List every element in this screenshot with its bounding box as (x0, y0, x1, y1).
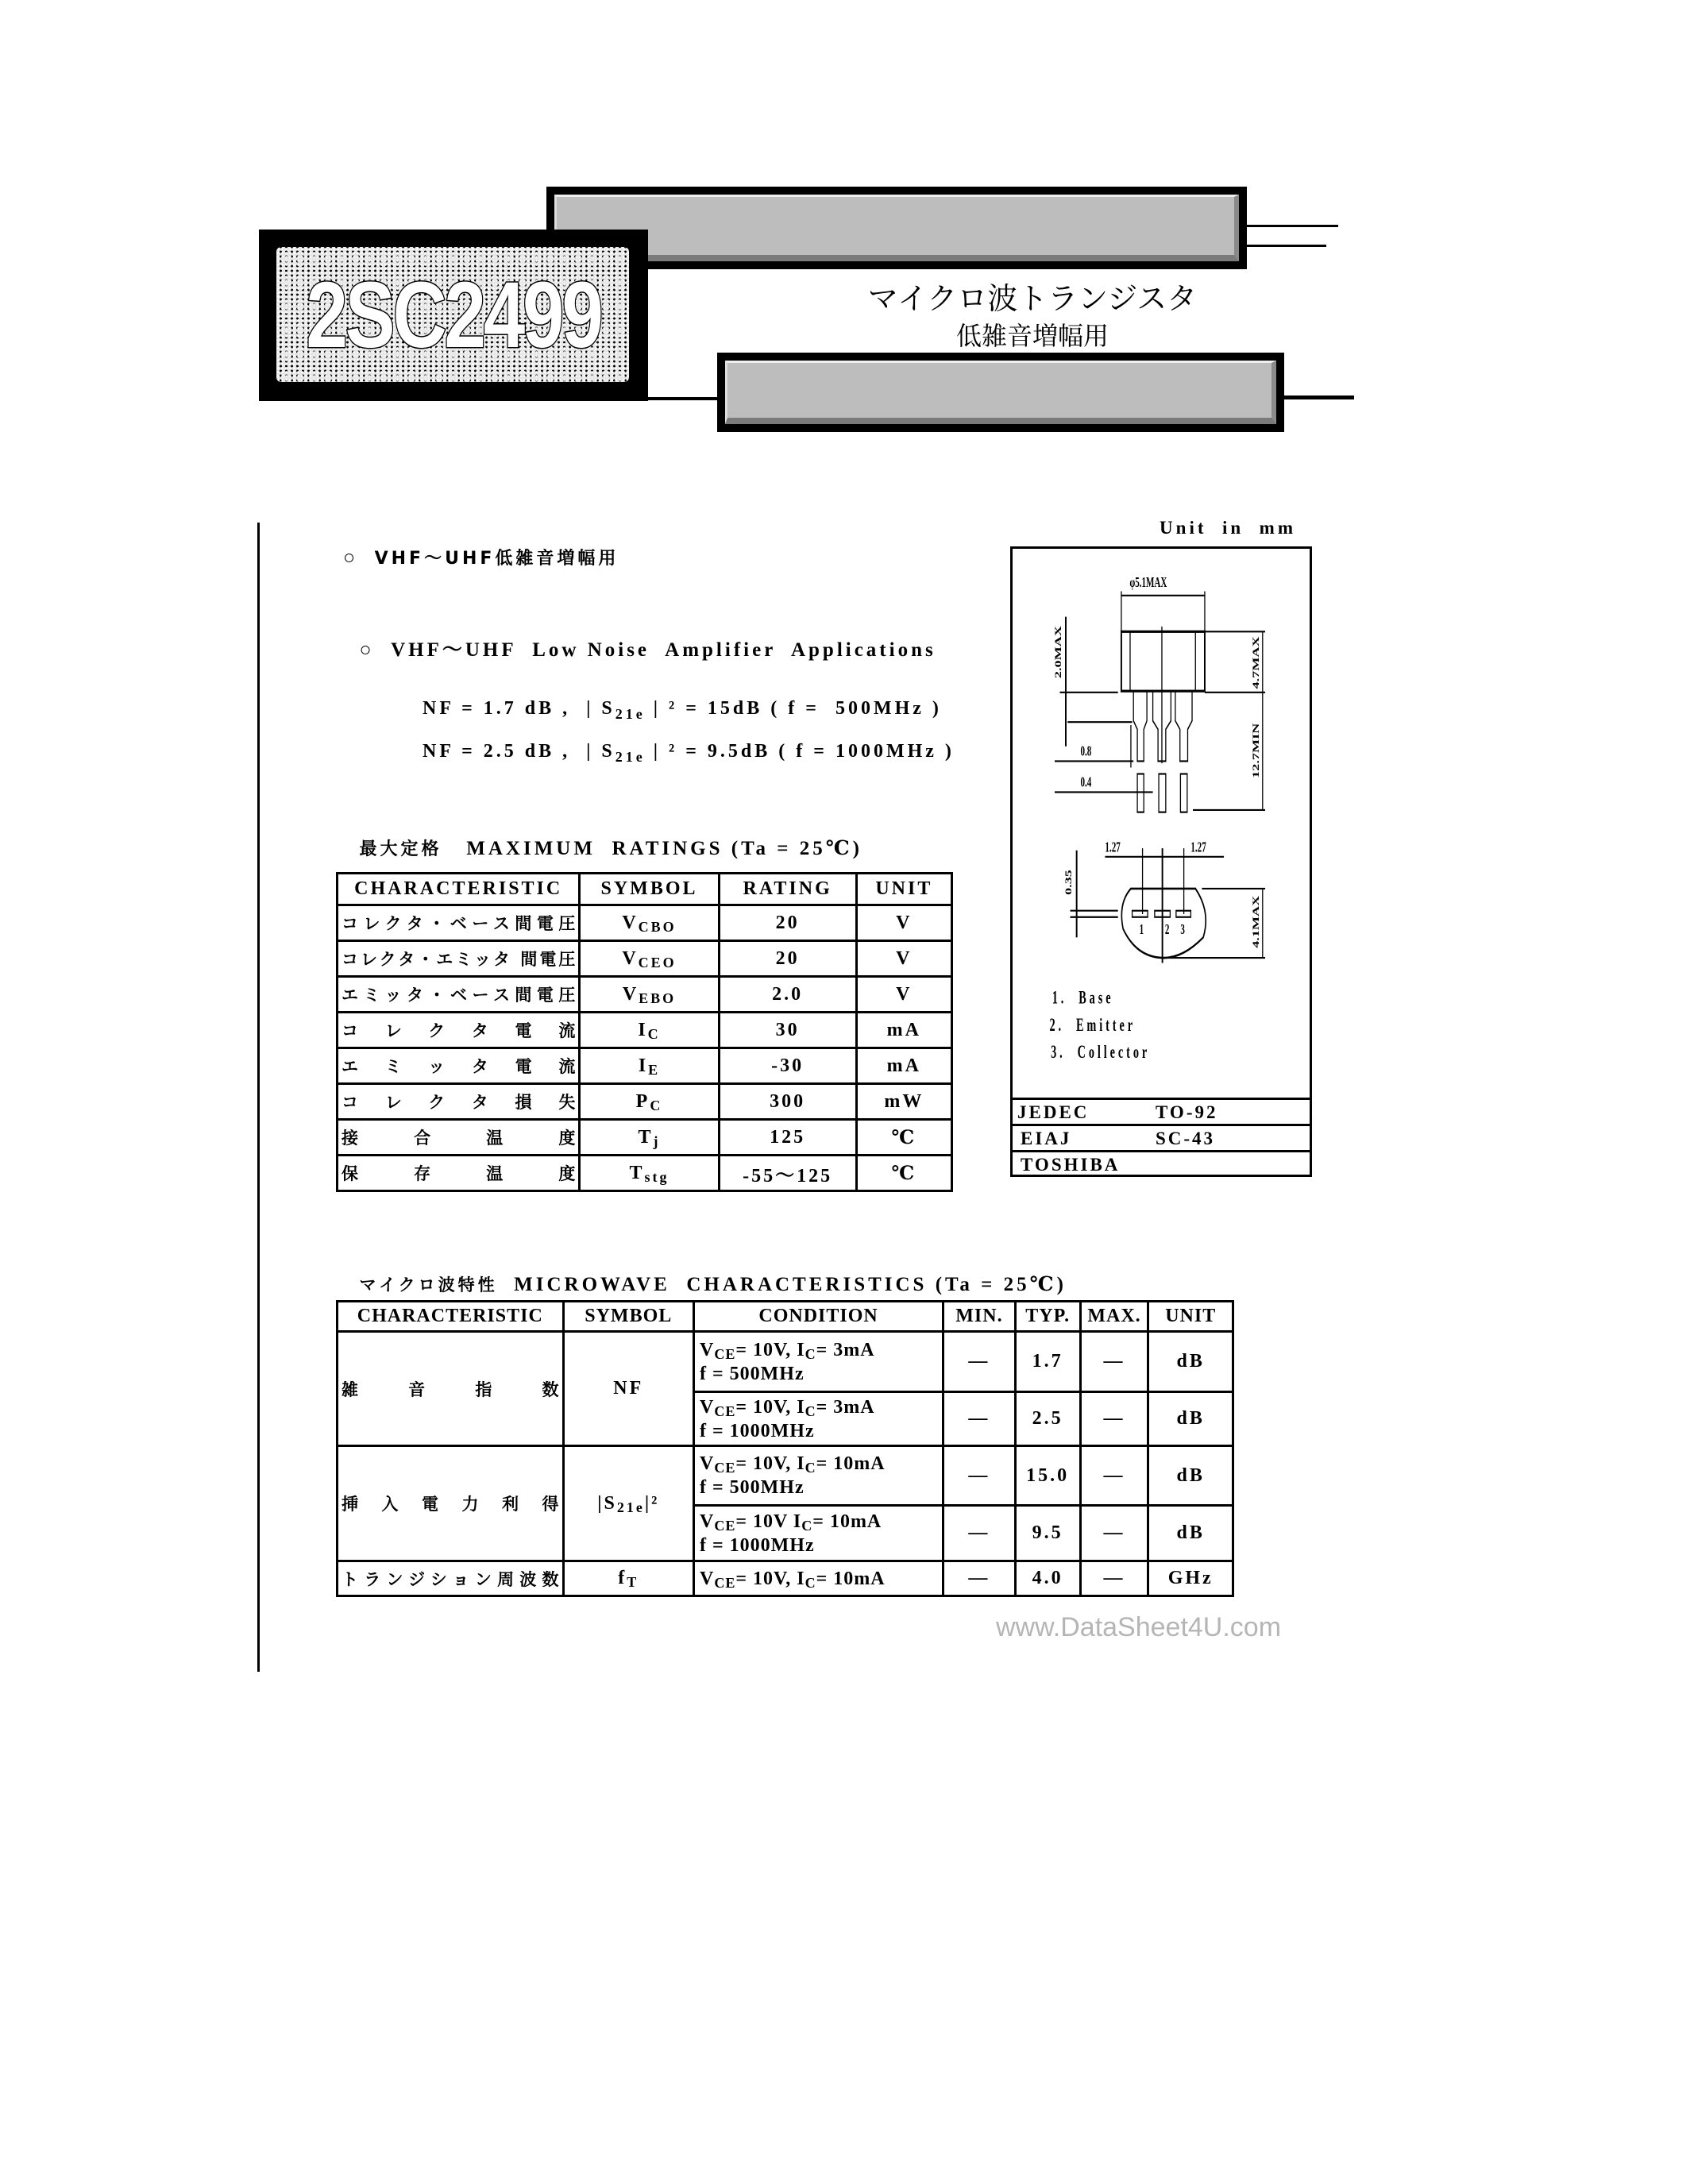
characteristic-cell: エミッタ・ベース間電圧 (338, 977, 580, 1013)
symbol-cell (580, 1048, 719, 1084)
package-drawing (1013, 549, 1310, 1097)
characteristic-cell: 雑音指数 (338, 1332, 564, 1446)
pin-legend-base: 1. Base (1052, 987, 1114, 1009)
symbol-subscript: EBO (639, 990, 677, 1006)
max-ratings-heading: 最大定格 MAXIMUM RATINGS (Ta = 25℃) (359, 838, 862, 859)
column-header: CHARACTERISTIC (338, 874, 580, 905)
application-jp: ○ VHF～UHF低雑音増幅用 (343, 547, 619, 569)
min-cell: — (943, 1392, 1016, 1446)
condition-part: = 10mA (816, 1568, 886, 1589)
min-cell: — (943, 1446, 1016, 1506)
dim-lead-thickness: 0.4 (1080, 775, 1092, 791)
condition-part: V (699, 1396, 715, 1418)
dim-pitch-right: 1.27 (1190, 839, 1206, 856)
package-outline-box (1010, 546, 1312, 1177)
symbol-main: P (635, 1090, 650, 1112)
table-row (338, 1561, 1233, 1596)
divider (1284, 396, 1354, 399)
condition-part: C (805, 1460, 816, 1476)
symbol-cell (580, 1084, 719, 1120)
application-en: ○ VHF～UHF Low Noise Amplifier Applications (359, 639, 936, 661)
watermark: www.DataSheet4U.com (996, 1612, 1282, 1642)
symbol-subscript: E (648, 1061, 661, 1078)
table-row (338, 905, 952, 941)
characteristic-cell: コレクタ・ベース間電圧 (338, 905, 580, 941)
header-banner-bottom (717, 353, 1284, 432)
max-cell: — (1080, 1392, 1148, 1446)
part-number-logo (259, 230, 648, 401)
dim-body-height: 4.7MAX (1252, 636, 1261, 689)
table-row (338, 1084, 952, 1120)
typ-cell: 4.0 (1015, 1561, 1080, 1596)
symbol-cell (563, 1446, 693, 1561)
rating-cell: -30 (719, 1048, 856, 1084)
symbol-suffix: |² (644, 1492, 660, 1514)
condition-frequency: f = 1000MHz (699, 1420, 815, 1441)
condition-part: CE (714, 1517, 736, 1534)
typ-cell: 15.0 (1015, 1446, 1080, 1506)
characteristic-cell: コレクタ・エミッタ 間電圧 (338, 941, 580, 977)
unit-cell: ℃ (856, 1120, 951, 1156)
pin-legend-collector: 3. Collector (1051, 1042, 1151, 1063)
dim-lead-length: 12.7MIN (1252, 723, 1261, 778)
pin-number-3: 3 (1180, 922, 1185, 938)
feature-line-1: NF = 1.7 dB , | $S_{21e}$ | ² = 15dB ( f = 500MHz ) (423, 698, 942, 722)
unit-cell: dB (1148, 1446, 1233, 1506)
condition-line (700, 1452, 937, 1476)
unit-cell: V (856, 941, 951, 977)
condition-part: = 10V I (735, 1511, 802, 1532)
column-header: CONDITION (693, 1302, 943, 1332)
condition-part: = 10V, I (735, 1396, 805, 1418)
table-header-row (338, 874, 952, 905)
rating-cell: 30 (719, 1013, 856, 1048)
column-header: CHARACTERISTIC (338, 1302, 564, 1332)
symbol-cell (580, 941, 719, 977)
title-jp: マイクロ波トランジスタ (867, 281, 1198, 316)
condition-line (700, 1338, 937, 1362)
condition-part: V (699, 1339, 715, 1360)
condition-part: = 3mA (816, 1339, 875, 1360)
rating-cell: 125 (719, 1120, 856, 1156)
symbol-cell (580, 1120, 719, 1156)
symbol-cell (580, 977, 719, 1013)
rating-cell: 300 (719, 1084, 856, 1120)
typ-cell: 9.5 (1015, 1506, 1080, 1561)
table-row (338, 977, 952, 1013)
header-banner-top (546, 187, 1247, 269)
max-cell: — (1080, 1506, 1148, 1561)
left-margin-rule (257, 523, 260, 1672)
column-header: SYMBOL (580, 874, 719, 905)
standard-row-jedec: JEDEC TO-92 (1013, 1098, 1310, 1126)
characteristic-cell: 挿入電力利得 (338, 1446, 564, 1561)
condition-part: = 10V, I (735, 1568, 805, 1589)
condition-part: = 10V, I (735, 1453, 805, 1474)
pin-legend-emitter: 2. Emitter (1049, 1015, 1136, 1036)
symbol-cell (563, 1561, 693, 1596)
max-ratings-table (336, 872, 953, 1192)
typ-cell: 1.7 (1015, 1332, 1080, 1392)
dim-pitch-left: 1.27 (1105, 839, 1121, 856)
microwave-heading: マイクロ波特性 MICROWAVE CHARACTERISTICS (Ta = 25℃) (359, 1274, 1067, 1295)
subtitle-jp: 低雑音増幅用 (955, 321, 1109, 351)
condition-part: C (801, 1517, 813, 1534)
unit-cell: V (856, 977, 951, 1013)
table-row (338, 1048, 952, 1084)
part-number: 2SC2499 (306, 263, 601, 368)
characteristic-cell: トランジション周波数 (338, 1561, 564, 1596)
column-header: MAX. (1080, 1302, 1148, 1332)
max-cell: — (1080, 1561, 1148, 1596)
dim-body-depth: 4.1MAX (1252, 895, 1261, 948)
condition-part: C (805, 1574, 816, 1591)
column-header: TYP. (1015, 1302, 1080, 1332)
divider (1247, 245, 1326, 247)
column-header: UNIT (1148, 1302, 1233, 1332)
symbol-main: NF (613, 1378, 644, 1399)
table-row (338, 1156, 952, 1191)
table-header-row (338, 1302, 1233, 1332)
standard-row-toshiba: TOSHIBA (1013, 1150, 1310, 1179)
condition-part: CE (714, 1345, 736, 1362)
symbol-main: V (622, 983, 639, 1005)
column-header: UNIT (856, 874, 951, 905)
divider (648, 397, 720, 400)
condition-part: C (805, 1403, 816, 1419)
unit-cell: mW (856, 1084, 951, 1120)
dim-lead-width: 0.8 (1080, 743, 1092, 760)
standard-row-eiaj: EIAJ SC-43 (1013, 1124, 1310, 1152)
pin-number-2: 2 (1164, 922, 1170, 938)
symbol-subscript: j (653, 1133, 661, 1149)
characteristic-cell: コレクタ損失 (338, 1084, 580, 1120)
min-cell: — (943, 1561, 1016, 1596)
table-row (338, 941, 952, 977)
symbol-main: T (638, 1126, 654, 1148)
symbol-subscript: T (627, 1574, 639, 1590)
condition-frequency: f = 1000MHz (699, 1534, 815, 1556)
condition-cell (693, 1561, 943, 1596)
condition-line (700, 1510, 937, 1534)
condition-part: = 10mA (812, 1511, 882, 1532)
symbol-main: V (622, 947, 639, 969)
symbol-subscript: CBO (638, 918, 677, 935)
condition-part: = 10mA (816, 1453, 886, 1474)
symbol-main: I (638, 1055, 649, 1076)
condition-part: CE (714, 1403, 736, 1419)
condition-part: CE (714, 1574, 736, 1591)
symbol-subscript: stg (644, 1168, 669, 1185)
typ-cell: 2.5 (1015, 1392, 1080, 1446)
condition-part: C (805, 1345, 816, 1362)
symbol-subscript: CEO (638, 954, 677, 970)
rating-cell: 2.0 (719, 977, 856, 1013)
characteristic-cell: 接合温度 (338, 1120, 580, 1156)
symbol-main: I (638, 1019, 648, 1040)
pin-number-1: 1 (1139, 922, 1144, 938)
symbol-main: V (622, 912, 639, 933)
max-cell: — (1080, 1332, 1148, 1392)
condition-line (700, 1567, 937, 1591)
min-cell: — (943, 1332, 1016, 1392)
table-row (338, 1013, 952, 1048)
unit-label: Unit in mm (1160, 518, 1296, 538)
unit-cell: mA (856, 1048, 951, 1084)
divider (1247, 225, 1338, 227)
unit-cell: mA (856, 1013, 951, 1048)
symbol-cell (580, 1013, 719, 1048)
condition-part: CE (714, 1460, 736, 1476)
microwave-characteristics-table (336, 1300, 1234, 1597)
condition-cell (693, 1506, 943, 1561)
min-cell: — (943, 1506, 1016, 1561)
condition-part: V (699, 1568, 715, 1589)
table-row (338, 1446, 1233, 1506)
symbol-cell (580, 905, 719, 941)
rating-cell: 20 (719, 905, 856, 941)
dim-diameter: φ5.1MAX (1129, 575, 1167, 591)
condition-part: V (699, 1453, 715, 1474)
condition-frequency: f = 500MHz (699, 1477, 805, 1498)
condition-part: V (699, 1511, 715, 1532)
condition-cell (693, 1332, 943, 1392)
symbol-subscript: 21e (616, 1499, 645, 1515)
rating-cell: -55～125 (719, 1156, 856, 1191)
column-header: RATING (719, 874, 856, 905)
condition-cell (693, 1392, 943, 1446)
symbol-cell (580, 1156, 719, 1191)
max-cell: — (1080, 1446, 1148, 1506)
table-row (338, 1332, 1233, 1392)
unit-cell: GHz (1148, 1561, 1233, 1596)
symbol-main: |S (597, 1492, 617, 1514)
symbol-subscript: C (647, 1025, 661, 1042)
condition-part: = 3mA (816, 1396, 875, 1418)
column-header: MIN. (943, 1302, 1016, 1332)
characteristic-cell: エミッタ電流 (338, 1048, 580, 1084)
symbol-cell (563, 1332, 693, 1446)
table-row (338, 1120, 952, 1156)
unit-cell: V (856, 905, 951, 941)
column-header: SYMBOL (563, 1302, 693, 1332)
symbol-main: T (629, 1162, 645, 1183)
symbol-main: f (618, 1568, 627, 1588)
condition-cell (693, 1446, 943, 1506)
unit-cell: dB (1148, 1506, 1233, 1561)
characteristic-cell: コレクタ電流 (338, 1013, 580, 1048)
dim-pad-thickness: 0.35 (1064, 870, 1075, 895)
condition-line (700, 1395, 937, 1419)
unit-cell: dB (1148, 1332, 1233, 1392)
dim-height-base: 2.0MAX (1054, 626, 1064, 679)
symbol-subscript: C (650, 1097, 663, 1113)
feature-line-2: NF = 2.5 dB , | $S_{21e}$ | ² = 9.5dB ( f = 1000MHz ) (423, 741, 955, 765)
characteristic-cell: 保存温度 (338, 1156, 580, 1191)
rating-cell: 20 (719, 941, 856, 977)
unit-cell: dB (1148, 1392, 1233, 1446)
condition-part: = 10V, I (735, 1339, 805, 1360)
condition-frequency: f = 500MHz (699, 1363, 805, 1384)
unit-cell: ℃ (856, 1156, 951, 1191)
